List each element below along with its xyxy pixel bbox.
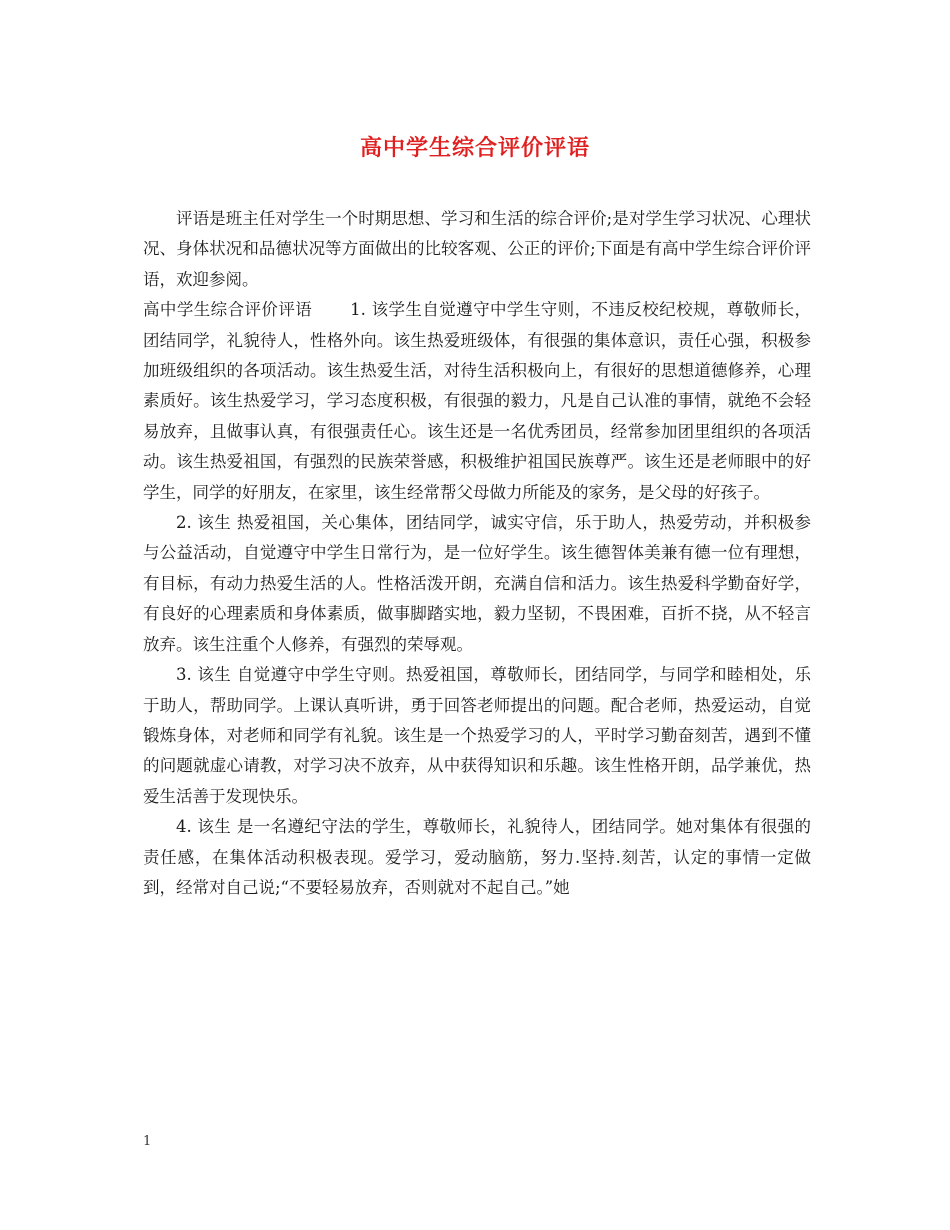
- document-title: 高中学生综合评价评语: [359, 135, 590, 161]
- document-body: [143, 204, 811, 903]
- intro-paragraph: 评语是班主任对学生一个时期思想、学习和生活的综合评价;是对学生学习状况、心理状况、身体状况和品德状况等方面做出的比较客观、公正的评价;下面是有高中学生综合评价评语，欢迎参阅。: [143, 209, 811, 289]
- section-heading: 高中学生综合评价评语: [143, 300, 313, 320]
- paragraph-3: 3. 该生 自觉遵守中学生守则。热爱祖国，尊敬师长，团结同学，与同学和睦相处，乐于助人，帮助同学。上课认真听讲，勇于回答老师提出的问题。配合老师，热爱运动，自觉锻炼身体，对老师和同学有礼貌。该生是一个热爱学习的人，平时学习勤奋刻苦，遇到不懂的问题就虚心请教，对学习决不放弃，从中获得知识和乐趣。该生性格开朗，品学兼优，热爱生活善于发现快乐。: [143, 665, 811, 806]
- paragraph-2: 2. 该生 热爱祖国，关心集体，团结同学，诚实守信，乐于助人，热爱劳动，并积极参与公益活动，自觉遵守中学生日常行为，是一位好学生。该生德智体美兼有德一位有理想，有目标，有动力热爱生活的人。性格活泼开朗，充满自信和活力。该生热爱科学勤奋好学，有良好的心理素质和身体素质，做事脚踏实地，毅力坚韧，不畏困难，百折不挠，从不轻言放弃。该生注重个人修养，有强烈的荣辱观。: [143, 513, 811, 654]
- section-paragraph-1: [143, 295, 811, 508]
- paragraph-1-text: 1. 该学生自觉遵守中学生守则，不违反校纪校规，尊敬师长，团结同学，礼貌待人，性格外向。该生热爱班级体，有很强的集体意识，责任心强，积极参加班级组织的各项活动。该生热爱生活，对待生活积极向上，有很好的思想道德修养，心理素质好。该生热爱学习，学习态度积极，有很强的毅力，凡是自己认准的事情，就绝不会轻易放弃，且做事认真，有很强责任心。该生还是一名优秀团员，经常参加团里组织的各项活动。该生热爱祖国，有强烈的民族荣誉感，积极维护祖国民族尊严。该生还是老师眼中的好学生，同学的好朋友，在家里，该生经常帮父母做力所能及的家务，是父母的好孩子。: [143, 300, 811, 502]
- paragraph-4: 4. 该生 是一名遵纪守法的学生，尊敬师长，礼貌待人，团结同学。她对集体有很强的责任感，在集体活动积极表现。爱学习，爱动脑筋，努力.坚持.刻苦，认定的事情一定做到，经常对自己说;“不要轻易放弃，否则就对不起自己。”她: [143, 817, 811, 897]
- page-number: 1: [143, 1134, 152, 1149]
